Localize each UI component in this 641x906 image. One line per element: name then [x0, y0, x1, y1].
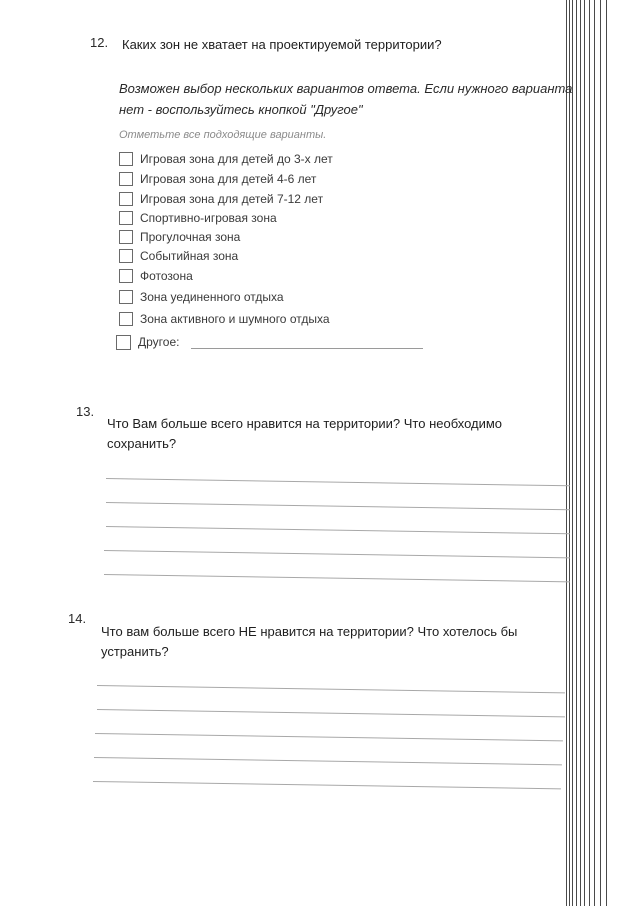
option-quiet-rest-zone[interactable]	[119, 288, 284, 306]
option-playground-4-6[interactable]	[119, 170, 316, 188]
checkbox[interactable]	[119, 172, 133, 186]
option-label: Зона уединенного отдыха	[140, 290, 284, 304]
option-label: Игровая зона для детей 7-12 лет	[140, 192, 324, 206]
answer-line[interactable]	[106, 478, 570, 486]
question-14-number: 14.	[68, 611, 87, 626]
option-label: Фотозона	[140, 269, 193, 283]
checkbox[interactable]	[119, 211, 133, 225]
checkbox[interactable]	[119, 290, 133, 304]
question-12-instruction: Отметьте все подходящие варианты.	[119, 129, 327, 141]
option-other[interactable]	[116, 333, 423, 351]
option-photo-zone[interactable]	[119, 267, 193, 285]
option-active-noisy-zone[interactable]	[119, 310, 330, 328]
question-12-hint-line-2: нет - воспользуйтесь кнопкой "Другое"	[119, 102, 363, 117]
option-event-zone[interactable]	[119, 247, 238, 265]
option-label: Событийная зона	[140, 249, 239, 263]
checkbox[interactable]	[116, 335, 131, 350]
option-playground-7-12[interactable]	[119, 190, 323, 208]
question-13-number: 13.	[76, 404, 95, 419]
answer-line[interactable]	[94, 757, 562, 765]
checkbox[interactable]	[119, 269, 133, 283]
answer-line[interactable]	[97, 685, 565, 693]
option-walking-zone[interactable]	[119, 228, 240, 246]
option-label: Зона активного и шумного отдыха	[140, 312, 330, 326]
answer-line[interactable]	[95, 733, 563, 741]
other-text-field[interactable]	[191, 336, 423, 349]
question-14-text-line-2: устранить?	[101, 644, 169, 659]
question-12-hint-line-1: Возможен выбор нескольких вариантов ответа. Если нужного варианта	[119, 81, 573, 96]
question-13-text-line-2: сохранить?	[107, 436, 177, 451]
option-label: Игровая зона для детей до 3-х лет	[140, 152, 333, 166]
option-playground-under-3[interactable]	[119, 150, 333, 168]
question-12-text: Каких зон не хватает на проектируемой территории?	[122, 37, 442, 52]
question-14-text-line-1: Что вам больше всего НЕ нравится на территории? Что хотелось бы	[101, 624, 518, 639]
checkbox[interactable]	[119, 230, 133, 244]
answer-line[interactable]	[93, 781, 561, 789]
answer-line[interactable]	[106, 526, 570, 534]
checkbox[interactable]	[119, 312, 133, 326]
option-label: Спортивно-игровая зона	[140, 211, 277, 225]
answer-line[interactable]	[106, 502, 570, 510]
question-13-text-line-1: Что Вам больше всего нравится на территории? Что необходимо	[107, 416, 503, 431]
checkbox[interactable]	[119, 152, 133, 166]
checkbox[interactable]	[119, 192, 133, 206]
answer-line[interactable]	[97, 709, 565, 717]
checkbox[interactable]	[119, 249, 133, 263]
option-sports-play-zone[interactable]	[119, 209, 277, 227]
answer-line[interactable]	[104, 574, 570, 582]
option-label: Игровая зона для детей 4-6 лет	[140, 172, 317, 186]
option-label: Прогулочная зона	[140, 230, 241, 244]
option-label: Другое:	[138, 335, 180, 349]
question-12-number: 12.	[90, 35, 109, 50]
answer-line[interactable]	[104, 550, 570, 558]
